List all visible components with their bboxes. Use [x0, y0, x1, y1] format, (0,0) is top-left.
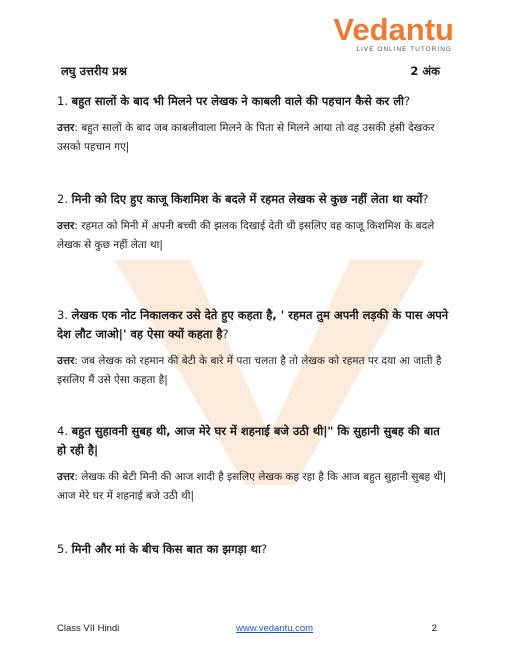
question-block-4 — [57, 422, 452, 506]
footer-page-number: 2 — [431, 623, 437, 634]
question-5: 5. मिनी और मां के बीच किस बात का झगड़ा था? — [57, 542, 268, 556]
footer-class-label: Class VII Hindi — [57, 623, 120, 634]
vedantu-logo — [333, 14, 454, 53]
answer-4: उत्तर: लेखक की बेटी मिनी की आज शादी है इसलिए लेखक कह रहा है कि आज बहुत सुहानी सुबह थी| आज मेरे घर में शहनाई बजे उठी थी| — [57, 471, 447, 502]
answer-3: उत्तर: जब लेखक को रहमान की बेटी के बारे में पता चलता है तो लेखक को रहमत पर दया आ जाती है इसलिए मैं उसे ऐसा कहता है| — [57, 355, 442, 386]
question-4: 4. बहुत सुहावनी सुबह थी, आज मेरे घर में शहनाई बजे उठी थी|" कि सुहानी सुबह की बात हो रही है| — [57, 424, 440, 457]
logo-wordmark: Vedantu — [333, 12, 454, 47]
logo-tagline: LIVE ONLINE TUTORING — [356, 46, 452, 53]
question-1: 1. बहुत सालों के बाद भी मिलने पर लेखक ने काबली वाले की पहचान कैसे कर ली? — [57, 94, 411, 108]
footer-website-link[interactable]: www.vedantu.com — [236, 623, 314, 634]
section-title: लघु उत्तरीय प्रश्न — [61, 64, 127, 78]
question-block-5 — [57, 540, 452, 559]
answer-1: उत्तर: बहुत सालों के बाद जब काबलीवाला मिलने के पिता से मिलने आया तो वह उसकी हंसी देखकर उसको पहचान गए| — [57, 122, 435, 153]
question-block-2 — [57, 190, 452, 255]
question-3: 3. लेखक एक नोट निकालकर उसे देते हुए कहता है, ' रहमत तुम अपनी लड़की के पास अपने देश लौट जाओ|' वह ऐसा क्यों कहता है? — [57, 308, 449, 341]
marks-label: 2 अंक — [410, 64, 440, 78]
question-block-1 — [57, 92, 452, 157]
page-content — [57, 64, 452, 556]
question-block-3 — [57, 306, 452, 390]
answer-2: उत्तर: रहमत को मिनी में अपनी बच्ची की झलक दिखाई देती थी इसलिए वह काजू किशमिश के बदले लेखक से कुछ नहीं लेता था| — [57, 220, 435, 251]
question-2: 2. मिनी को दिए हुए काजू किशमिश के बदले में रहमत लेखक से कुछ नहीं लेता था क्यों? — [57, 192, 429, 206]
section-header — [61, 64, 452, 79]
